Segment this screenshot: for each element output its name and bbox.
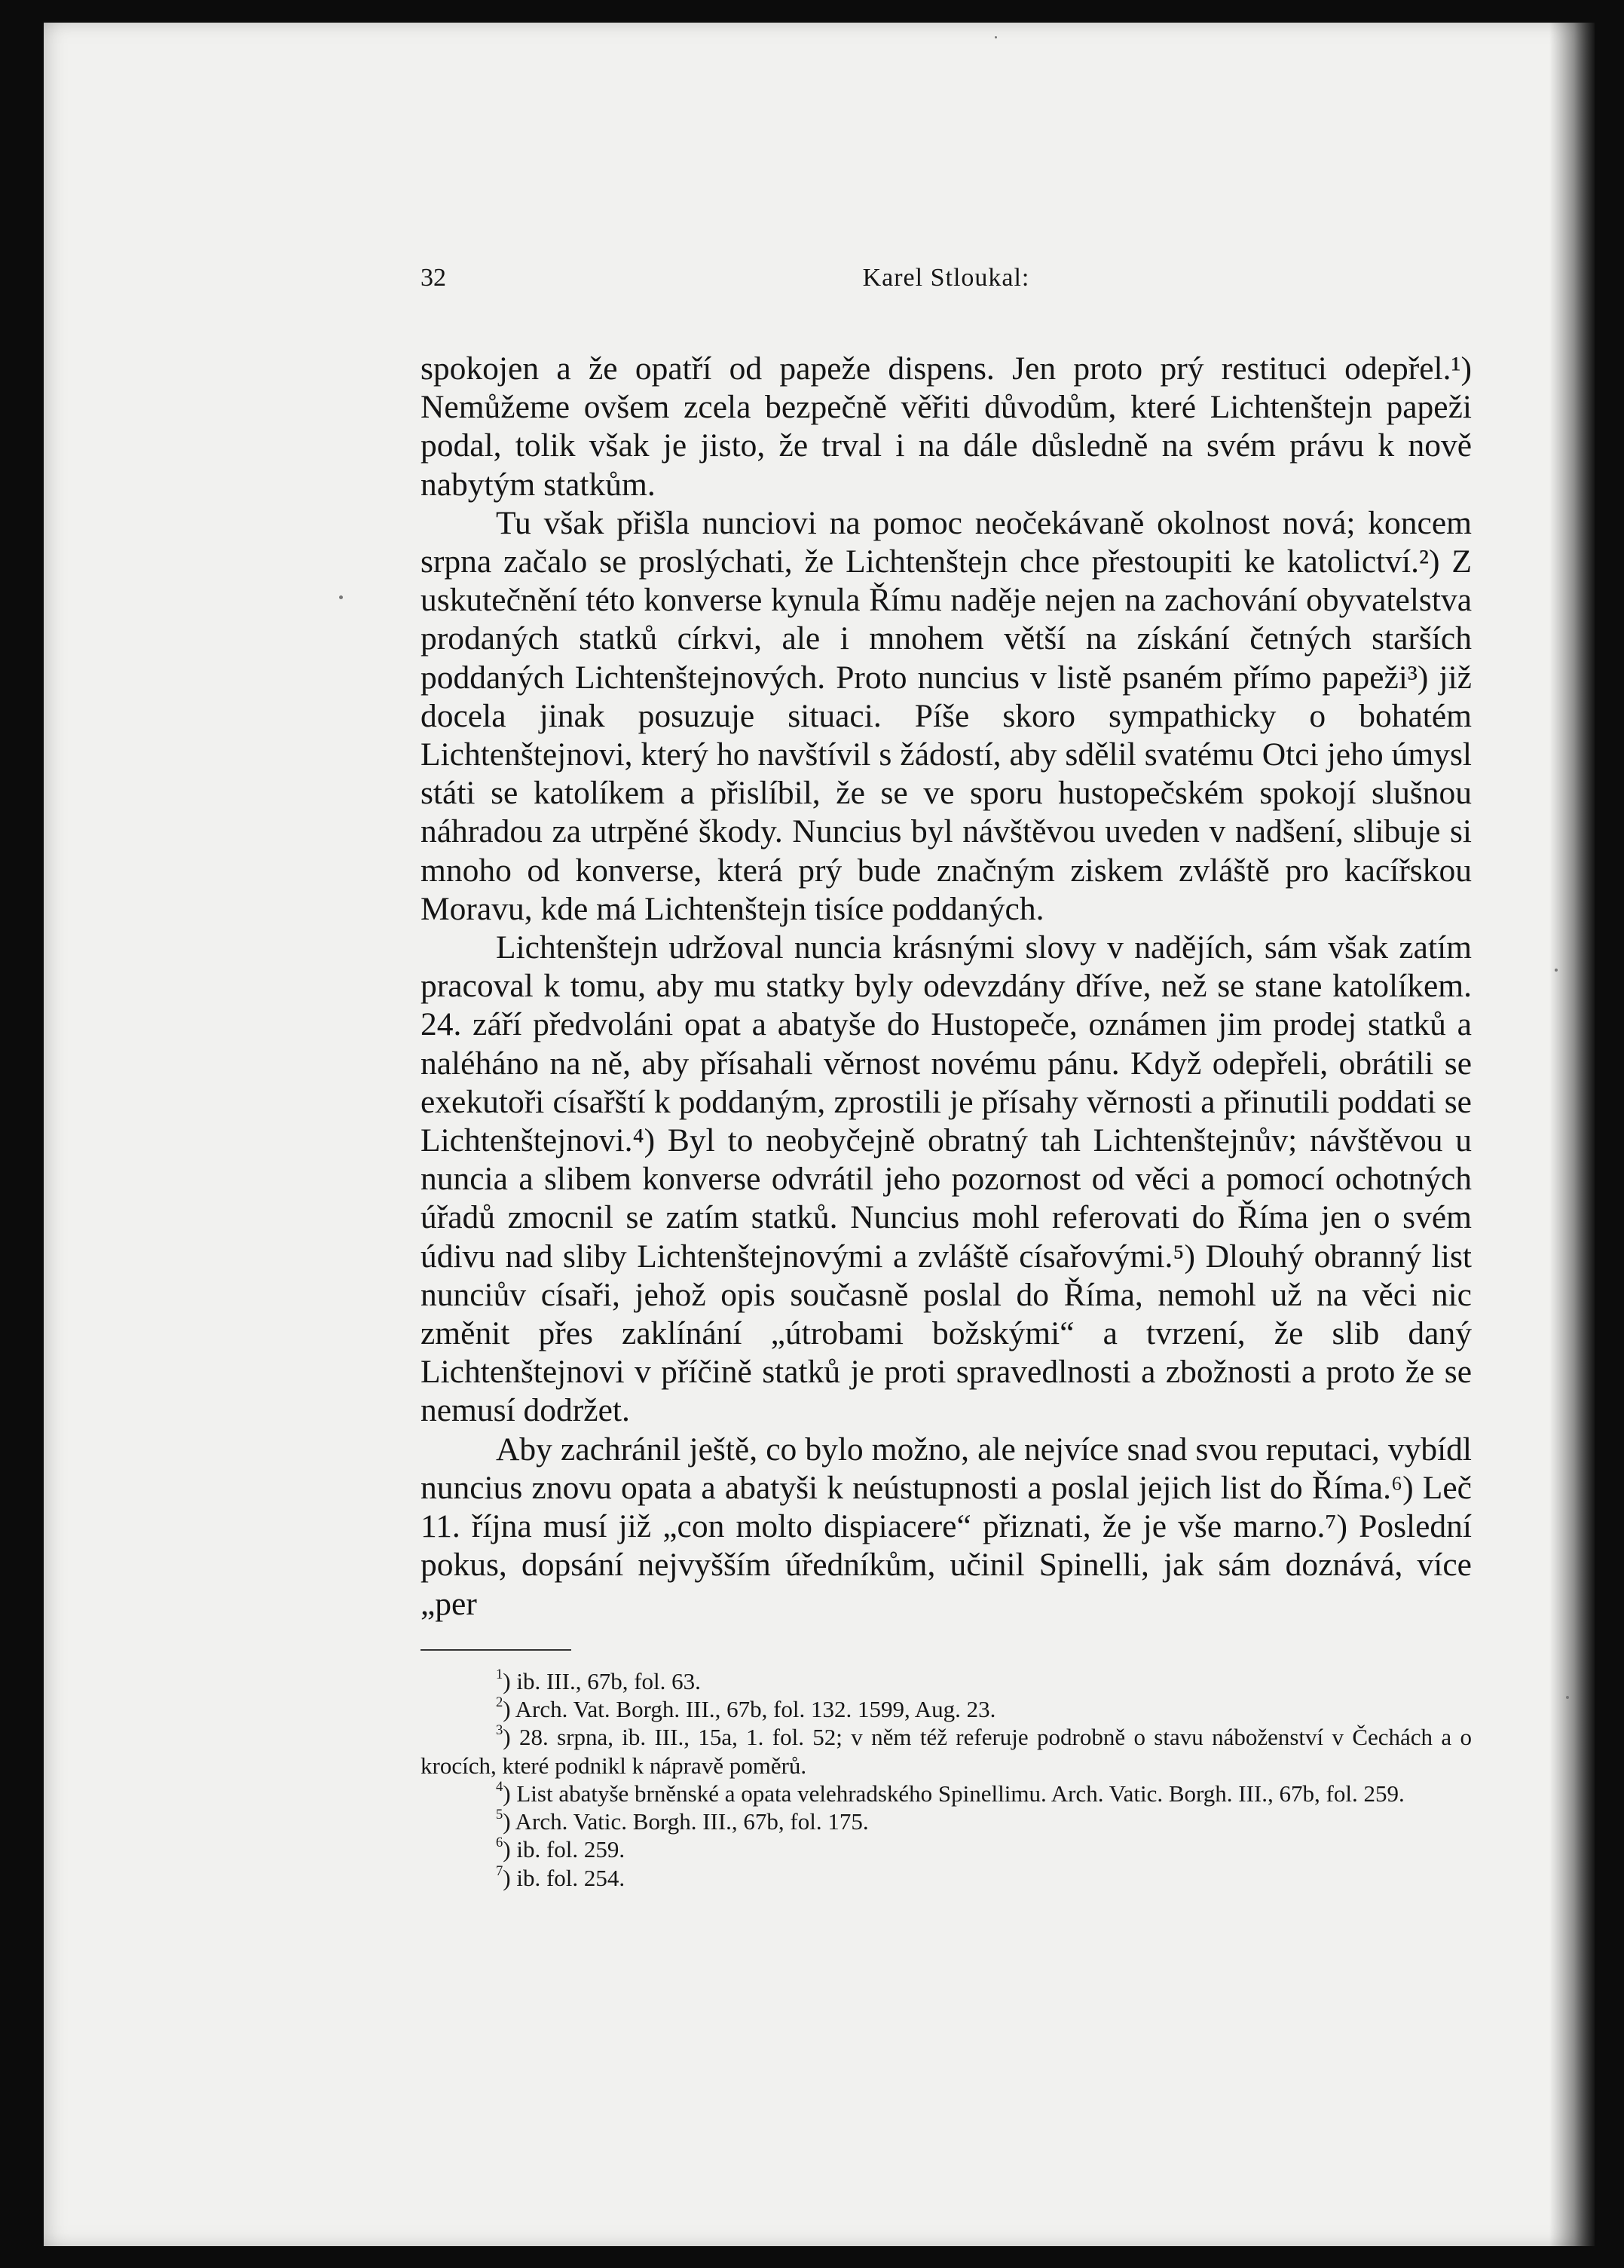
footnote-text: ib. fol. 259. [516,1836,625,1863]
scanned-page [44,23,1595,2246]
footnote-paren: ) [503,1864,517,1891]
body-paragraph: Aby zachránil ještě, co bylo možno, ale nejvíce snad svou reputaci, vybídl nuncius znovu opata a abatyši k neústupnosti a poslal jejich list do Říma.⁶) Leč 11. října musí již „con molto dispiacere“ přiznati, že je vše marno.⁷) Poslední pokus, dopsání nejvyšším úředníkům, učinil Spinelli, jak sám doznává, více „per [421,1431,1472,1622]
footnote-mark: 5 [496,1807,503,1823]
footnote-text: Arch. Vatic. Borgh. III., 67b, fol. 175. [515,1808,869,1835]
footnote-text: List abatyše brněnské a opata velehradského Spinellimu. Arch. Vatic. Borgh. III., 67b, fol. 259. [516,1780,1405,1807]
footnote [421,1780,1472,1807]
body-paragraph: Lichtenštejn udržoval nuncia krásnými slovy v nadějích, sám však zatím pracoval k tomu, aby mu statky byly odevzdány dříve, než se stane katolíkem. 24. září předvoláni opat a abatyše do Hustopeče, oznámen jim prodej statků a naléháno na ně, aby přísahali věrnost novému pánu. Když odepřeli, obrátili se exekutoři císařští k poddaným, zprostili je přísahy věrnosti a přinutili poddati se Lichtenštejnovi.⁴) Byl to neobyčejně obratný tah Lichtenštejnův; návštěvou u nuncia a slibem konverse odvrátil jeho pozornost od věci a pomocí ochotných úřadů zmocnil se zatím statků. Nuncius mohl referovati do Říma jen o svém údivu nad sliby Lichtenštejnovými a zvláště císařovými.⁵) Dlouhý obranný list nunciův císaři, jehož opis současně poslal do Říma, nemohl už na věci nic změnit přes zaklínání „útrobami božskými“ a tvrzení, že slib daný Lichtenštejnovi v příčině statků je proti spravedlnosti a zbožnosti a proto že se nemusí dodržet. [421,929,1472,1429]
footnote-mark: 4 [496,1778,503,1795]
footnote-mark: 1 [496,1666,503,1682]
footnote-mark: 3 [496,1722,503,1739]
dust-speck [339,595,343,599]
dust-speck [1566,1696,1569,1699]
footnote-text: Arch. Vat. Borgh. III., 67b, fol. 132. 1599, Aug. 23. [515,1696,996,1722]
footnote-paren: ) [503,1696,515,1722]
dust-speck [1555,969,1558,972]
footnote [421,1835,1472,1863]
footnote-paren: ) [503,1667,517,1694]
footnote-mark: 7 [496,1862,503,1879]
page-number: 32 [421,264,446,292]
footnote-paren: ) [503,1836,517,1863]
footnote-mark: 6 [496,1835,503,1851]
footnote [421,1807,1472,1835]
running-head [421,264,1472,309]
footnote-text: 28. srpna, ib. III., 15a, 1. fol. 52; v něm též referuje podrobně o stavu náboženství v Čechách a o krocích, které podnikl k nápravě poměrů. [421,1724,1472,1779]
running-title: Karel Stloukal: [862,264,1030,292]
footnote-text: ib. III., 67b, fol. 63. [516,1667,701,1694]
footnote-paren: ) [503,1724,519,1751]
footnote [421,1723,1472,1780]
footnote-mark: 2 [496,1694,503,1711]
footnote [421,1864,1472,1892]
footnote-paren: ) [503,1808,515,1835]
footnote [421,1667,1472,1695]
footnote-rule [421,1649,571,1651]
body-paragraph: spokojen a že opatří od papeže dispens. Jen proto prý restituci odepřel.¹) Nemůžeme ovšem zcela bezpečně věřiti důvodům, které Lichtenštejn papeži podal, tolik však je jisto, že trval i na dále důsledně na svém právu k nově nabytým statkům. [421,350,1472,503]
body-text [421,350,1472,1624]
text-block [421,264,1472,1892]
binding-shadow [1549,23,1595,2246]
body-paragraph: Tu však přišla nunciovi na pomoc neočekávaně okolnost nová; koncem srpna začalo se proslýchati, že Lichtenštejn chce přestoupiti ke katolictví.²) Z uskutečnění této konverse kynula Římu naděje nejen na zachování obyvatelstva prodaných statků církvi, ale i mnohem větší na získání četných starších poddaných Lichtenštejnových. Proto nuncius v listě psaném přímo papeži³) již docela jinak posuzuje situaci. Píše skoro sympathicky o bohatém Lichtenštejnovi, který ho navštívil s žádostí, aby sdělil svatému Otci jeho úmysl státi se katolíkem a přislíbil, že se ve sporu hustopečském spokojí slušnou náhradou za utrpěné škody. Nuncius byl návštěvou uveden v nadšení, slibuje si mnoho od konverse, která prý bude značným ziskem zvláště pro kacířskou Moravu, kde má Lichtenštejn tisíce poddaných. [421,504,1472,927]
footnote-paren: ) [503,1780,517,1807]
dust-speck [995,36,997,38]
footnotes [421,1667,1472,1892]
footnote-text: ib. fol. 254. [516,1864,625,1891]
footnote [421,1695,1472,1723]
